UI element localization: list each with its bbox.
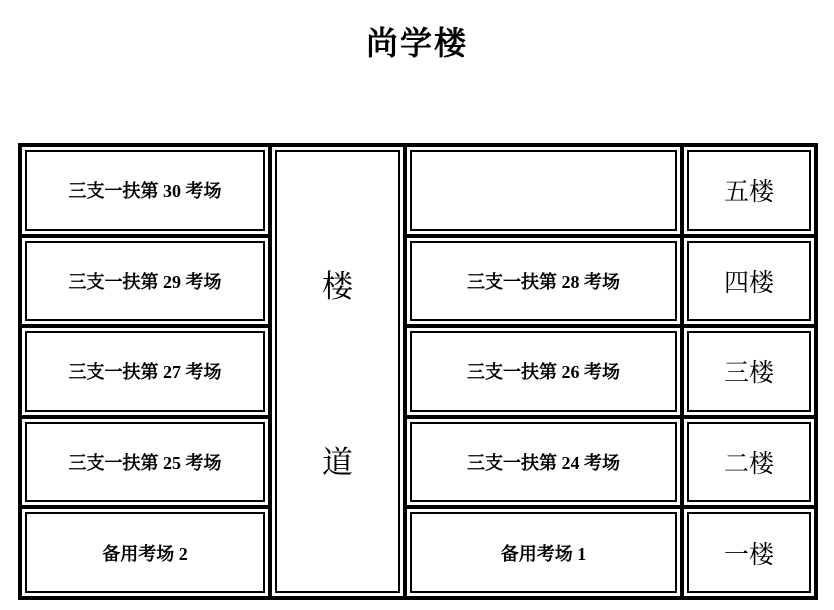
room-cell-29 xyxy=(22,238,268,325)
room-cell-26 xyxy=(407,328,680,415)
empty-room-label xyxy=(410,150,677,231)
room-label-26: 三支一扶第 26 考场 xyxy=(410,331,677,412)
building-layout-table xyxy=(18,143,818,600)
floor-label-5f xyxy=(684,147,814,234)
room-cell-27 xyxy=(22,328,268,415)
corridor-char-dao: 道 xyxy=(322,444,353,480)
floor-label-1f-text: 一楼 xyxy=(687,512,811,593)
room-label-29: 三支一扶第 29 考场 xyxy=(25,241,265,322)
room-cell-24 xyxy=(407,419,680,506)
floor-label-5f-text: 五楼 xyxy=(687,150,811,231)
corridor-segment xyxy=(277,328,398,416)
room-label-28: 三支一扶第 28 考场 xyxy=(410,241,677,322)
floor-label-2f-text: 二楼 xyxy=(687,422,811,503)
corridor-segment xyxy=(277,152,398,240)
floor-label-2f xyxy=(684,419,814,506)
floor-label-3f xyxy=(684,328,814,415)
backup-room-2-label: 备用考场 2 xyxy=(25,512,265,593)
empty-room-cell xyxy=(407,147,680,234)
floor-label-3f-text: 三楼 xyxy=(687,331,811,412)
floor-label-4f xyxy=(684,238,814,325)
room-label-27: 三支一扶第 27 考场 xyxy=(25,331,265,412)
floor-label-4f-text: 四楼 xyxy=(687,241,811,322)
room-label-30: 三支一扶第 30 考场 xyxy=(25,150,265,231)
backup-room-1-label: 备用考场 1 xyxy=(410,512,677,593)
room-label-25: 三支一扶第 25 考场 xyxy=(25,422,265,503)
corridor-char-lou: 楼 xyxy=(322,269,353,305)
room-cell-28 xyxy=(407,238,680,325)
building-title: 尚学楼 xyxy=(365,25,468,61)
backup-room-2-cell xyxy=(22,509,268,596)
room-cell-25 xyxy=(22,419,268,506)
floor-label-1f xyxy=(684,509,814,596)
backup-room-1-cell xyxy=(407,509,680,596)
room-label-24: 三支一扶第 24 考场 xyxy=(410,422,677,503)
room-cell-30 xyxy=(22,147,268,234)
corridor-cell xyxy=(272,147,403,596)
corridor-segment xyxy=(277,503,398,591)
